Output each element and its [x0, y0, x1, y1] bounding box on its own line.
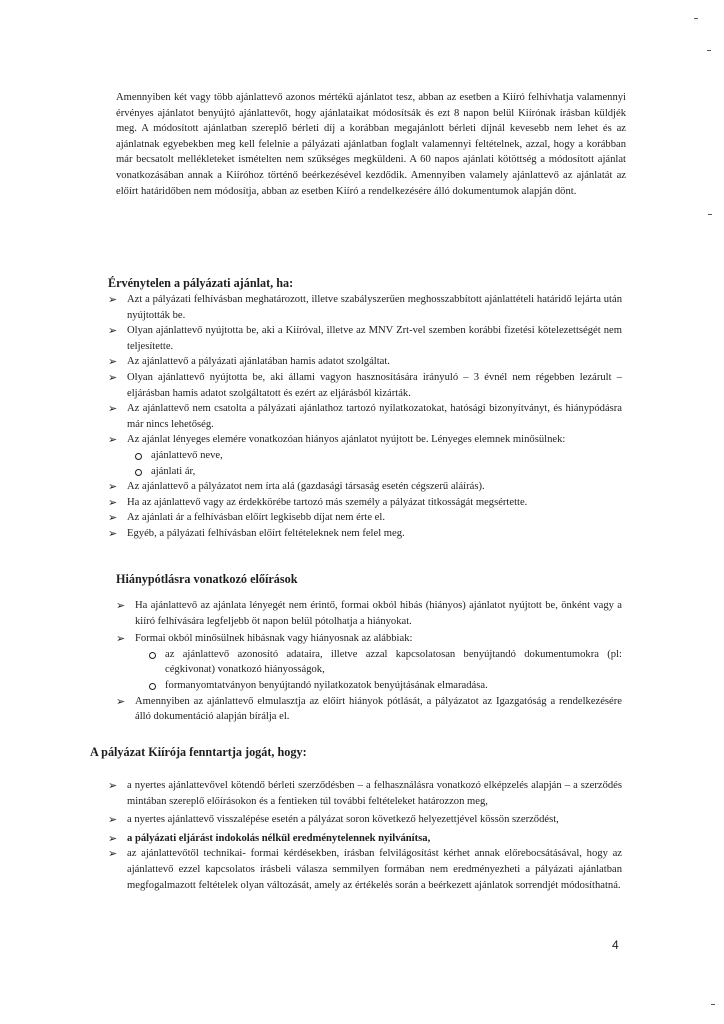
list-item [108, 401, 622, 432]
circle-bullet-icon [149, 652, 156, 659]
arrow-bullet-icon: ➢ [108, 511, 118, 525]
sub-list-item [135, 448, 622, 464]
sub-list-item [149, 678, 622, 694]
deficiency-rules-list [116, 598, 622, 725]
list-item-text: a pályázati eljárást indokolás nélkül eredménytelennek nyilvánítsa, [127, 832, 431, 844]
arrow-bullet-icon: ➢ [116, 599, 126, 612]
list-item-text: Olyan ajánlattevő nyújtotta be, aki a Kiíróval, illetve az MNV Zrt-vel szemben korábbi fizetési kötelezettségét nem teljesítette. [127, 325, 622, 352]
list-item-text: Formai okból minősülnek hibásnak vagy hiányosnak az alábbiak: [135, 633, 413, 645]
list-item [108, 526, 622, 542]
issuer-rights-list [108, 778, 622, 893]
scan-mark [711, 1004, 715, 1005]
sub-list-item [135, 464, 622, 480]
list-item [108, 370, 622, 401]
list-item [116, 631, 622, 693]
sub-list-item-text: az ajánlattevő azonosító adataira, illetve azzal kapcsolatosan benyújtandó dokumentumokra (pl: cégkivonat) vonatkozó hiányosságok, [165, 648, 622, 676]
arrow-bullet-icon: ➢ [116, 632, 126, 646]
arrow-bullet-icon: ➢ [108, 495, 118, 509]
list-item [116, 598, 622, 629]
list-item [108, 831, 622, 847]
scan-mark [708, 214, 712, 215]
circle-bullet-icon [135, 469, 142, 476]
arrow-bullet-icon: ➢ [108, 526, 118, 540]
list-item [108, 778, 622, 809]
list-item-text: Az ajánlati ár a felhívásban előírt legkisebb díjat nem érte el. [127, 512, 385, 524]
list-item [116, 694, 622, 725]
list-item [108, 510, 622, 526]
list-item-text: a nyertes ajánlattevővel kötendő bérleti szerződésben – a felhasználásra vonatkozó elképzelés alapján – a szerződés mintában szereplő előírásokon és a fentieken túl további feltételeket határozzon meg, [127, 780, 622, 807]
circle-bullet-icon [135, 453, 142, 460]
arrow-bullet-icon: ➢ [108, 433, 118, 447]
arrow-bullet-icon: ➢ [108, 831, 118, 845]
section-heading-issuer-rights: A pályázat Kiírója fenntartja jogát, hogy: [90, 745, 307, 759]
sub-list-item-text: ajánlati ár, [151, 465, 196, 477]
arrow-bullet-icon: ➢ [108, 779, 118, 792]
list-item [108, 323, 622, 354]
page-number: 4 [612, 938, 619, 952]
sub-list-item-text: formanyomtatványon benyújtandó nyilatkozatok benyújtásának elmaradása. [165, 679, 488, 691]
arrow-bullet-icon: ➢ [108, 324, 118, 338]
list-item [108, 432, 622, 479]
list-item [108, 846, 622, 893]
scan-mark [694, 18, 698, 19]
list-item-text: Az ajánlattevő a pályázatot nem írta alá (gazdasági társaság esetén cégszerű aláírás). [127, 481, 485, 493]
invalid-offer-list [108, 292, 622, 542]
arrow-bullet-icon: ➢ [108, 402, 118, 416]
scan-mark [707, 50, 711, 51]
circle-bullet-icon [149, 683, 156, 690]
intro-paragraph: Amennyiben két vagy több ajánlattevő azonos mértékű ajánlatot tesz, abban az esetben a Kiíró felhívhatja valamennyi érvényes ajánlatot benyújtó ajánlattevőt, hogy ajánlataikat módosítsák és ezt 8 napon belül Kiírónak írásban küldjék meg. A módosított ajánlatban szereplő bérleti díj a korábban megajánlott bérleti díjnál kevesebb nem lehet és az ajánlatnak egyebekben meg kell felelnie a pályázati ajánlatban foglalt valamennyi feltételnek, azzal, hogy a korábban már becsatolt mellékleteket ismételten nem szükséges megküldeni. A 60 napos ajánlati kötöttség a módosított ajánlat vonatkozásában annak a Kiíróhoz történő beérkezésével kezdődik. Amennyiben valamely ajánlattevő az ajánlatát az előírt határidőben nem módosítja, abban az esetben Kiíró a rendelkezésére álló dokumentumok alapján dönt. [116, 92, 626, 197]
arrow-bullet-icon: ➢ [108, 847, 118, 861]
sub-list-item-text: ajánlattevő neve, [151, 449, 223, 461]
arrow-bullet-icon: ➢ [108, 370, 118, 384]
arrow-bullet-icon: ➢ [108, 355, 118, 369]
list-item-text: Ha az ajánlattevő vagy az érdekkörébe tartozó más személy a pályázat titkosságát megsértette. [127, 496, 528, 508]
list-item [108, 479, 622, 495]
list-item [108, 354, 622, 370]
list-item-text: Ha ajánlattevő az ajánlata lényegét nem érintő, formai okból hibás (hiányos) ajánlatot nyújtott be, önként vagy a kiíró felhívására legfeljebb öt napon belül pótolhatja a hiányokat. [135, 600, 622, 627]
section-heading-invalid-offer: Érvénytelen a pályázati ajánlat, ha: [108, 276, 294, 290]
list-item-text: Olyan ajánlattevő nyújtotta be, aki állami vagyon hasznosítására irányuló – 3 évnél nem régebben lezárult – eljárásban hamis adatot szolgáltatott és ezért az eljárásból kizárták. [127, 371, 622, 399]
essential-elements-sublist [135, 448, 622, 479]
formal-deficiency-sublist [149, 647, 622, 694]
sub-list-item [149, 647, 622, 678]
arrow-bullet-icon: ➢ [108, 813, 118, 827]
list-item-text: Egyéb, a pályázati felhívásban előírt feltételeknek nem felel meg. [127, 527, 405, 539]
arrow-bullet-icon: ➢ [108, 480, 118, 494]
list-item-text: az ajánlattevőtől technikai- formai kérdésekben, írásban felvilágosítást kérhet annak előrebocsátásával, hogy az ajánlattevő ezzel kapcsolatos írásbeli válasza semmilyen formában nem eredményezheti a pályázati ajánlatban megfogalmazott feltételek olyan változását, amely az értékelés során a beérkezett ajánlatok sorrendjét módosíthatná. [127, 848, 622, 891]
list-item [108, 812, 622, 828]
arrow-bullet-icon: ➢ [116, 694, 126, 708]
arrow-bullet-icon: ➢ [108, 293, 118, 306]
list-item-text: Az ajánlat lényeges elemére vonatkozóan hiányos ajánlatot nyújtott be. Lényeges elemnek minősülnek: [127, 434, 566, 446]
list-item-text: Amennyiben az ajánlattevő elmulasztja az előírt hiányok pótlását, a pályázatot az Igazgatóság a rendelkezésére álló dokumentáció alapján bírálja el. [135, 695, 622, 723]
list-item-text: Az ajánlattevő a pályázati ajánlatában hamis adatot szolgáltat. [127, 356, 390, 368]
list-item-text: Az ajánlattevő nem csatolta a pályázati ajánlathoz tartozó nyilatkozatokat, hatósági bizonyítványt, és hiánypódásra már nincs lehetőség. [127, 403, 622, 430]
list-item [108, 292, 622, 323]
section-heading-deficiency-rules: Hiánypótlásra vonatkozó előírások [116, 572, 298, 586]
list-item-text: a nyertes ajánlattevő visszalépése esetén a pályázat soron következő helyezettjével kössön szerződést, [127, 814, 559, 826]
list-item [108, 495, 622, 511]
list-item-text: Azt a pályázati felhívásban meghatározott, illetve szabályszerűen meghosszabbított ajánlattételi határidő lejárta után nyújtották be. [127, 294, 622, 321]
